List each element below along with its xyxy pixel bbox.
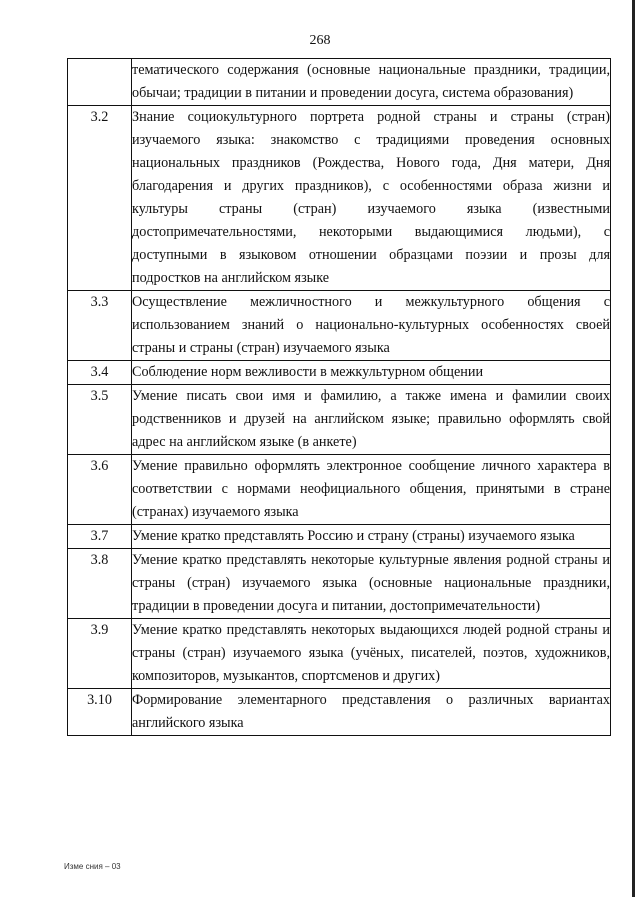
table-row bbox=[68, 689, 611, 736]
row-number: 3.6 bbox=[68, 455, 132, 525]
row-number: 3.10 bbox=[68, 689, 132, 736]
table-row bbox=[68, 361, 611, 385]
row-text: Умение кратко представлять некоторые культурные явления родной страны и страны (стран) изучаемого языка (основные национальные праздники, традиции в проведении досуга и питании, достопримечательности) bbox=[132, 549, 611, 619]
table-row bbox=[68, 59, 611, 106]
row-text: Умение кратко представлять некоторых выдающихся людей родной страны и страны (стран) изучаемого языка (учёных, писателей, поэтов, художников, композиторов, музыкантов, спортсменов и других) bbox=[132, 619, 611, 689]
scan-edge-line bbox=[632, 0, 635, 897]
table-row bbox=[68, 549, 611, 619]
row-number: 3.3 bbox=[68, 291, 132, 361]
row-text: Умение правильно оформлять электронное сообщение личного характера в соответствии с нормами неофициального общения, принятыми в стране (странах) изучаемого языка bbox=[132, 455, 611, 525]
table-row bbox=[68, 525, 611, 549]
footer-note: Изме сния – 03 bbox=[64, 862, 121, 871]
row-number: 3.4 bbox=[68, 361, 132, 385]
requirements-table bbox=[67, 58, 611, 736]
row-text: Осуществление межличностного и межкультурного общения с использованием знаний о национально-культурных особенностях своей страны и страны (стран) изучаемого языка bbox=[132, 291, 611, 361]
table-row bbox=[68, 291, 611, 361]
table-row bbox=[68, 385, 611, 455]
row-number: 3.7 bbox=[68, 525, 132, 549]
table-row bbox=[68, 455, 611, 525]
table-row bbox=[68, 619, 611, 689]
row-text: Умение писать свои имя и фамилию, а также имена и фамилии своих родственников и друзей на английском языке; правильно оформлять свой адрес на английском языке (в анкете) bbox=[132, 385, 611, 455]
row-number: 3.2 bbox=[68, 106, 132, 291]
row-text: Знание социокультурного портрета родной страны и страны (стран) изучаемого языка: знакомство с традициями проведения основных национальных праздников (Рождества, Нового года, Дня матери, Дня благодарения и других праздников), с особенностями образа жизни и культуры страны (стран) изучаемого языка (известными достопримечательностями, некоторыми выдающимися людьми), с доступными в языковом отношении образцами поэзии и прозы для подростков на английском языке bbox=[132, 106, 611, 291]
page-number: 268 bbox=[309, 33, 331, 48]
row-number: 3.8 bbox=[68, 549, 132, 619]
row-text: тематического содержания (основные национальные праздники, традиции, обычаи; традиции в питании и проведении досуга, система образования) bbox=[132, 59, 611, 106]
row-text: Умение кратко представлять Россию и страну (страны) изучаемого языка bbox=[132, 525, 611, 549]
row-text: Формирование элементарного представления о различных вариантах английского языка bbox=[132, 689, 611, 736]
row-number: 3.9 bbox=[68, 619, 132, 689]
table-row bbox=[68, 106, 611, 291]
row-text: Соблюдение норм вежливости в межкультурном общении bbox=[132, 361, 611, 385]
row-number bbox=[68, 59, 132, 106]
row-number: 3.5 bbox=[68, 385, 132, 455]
